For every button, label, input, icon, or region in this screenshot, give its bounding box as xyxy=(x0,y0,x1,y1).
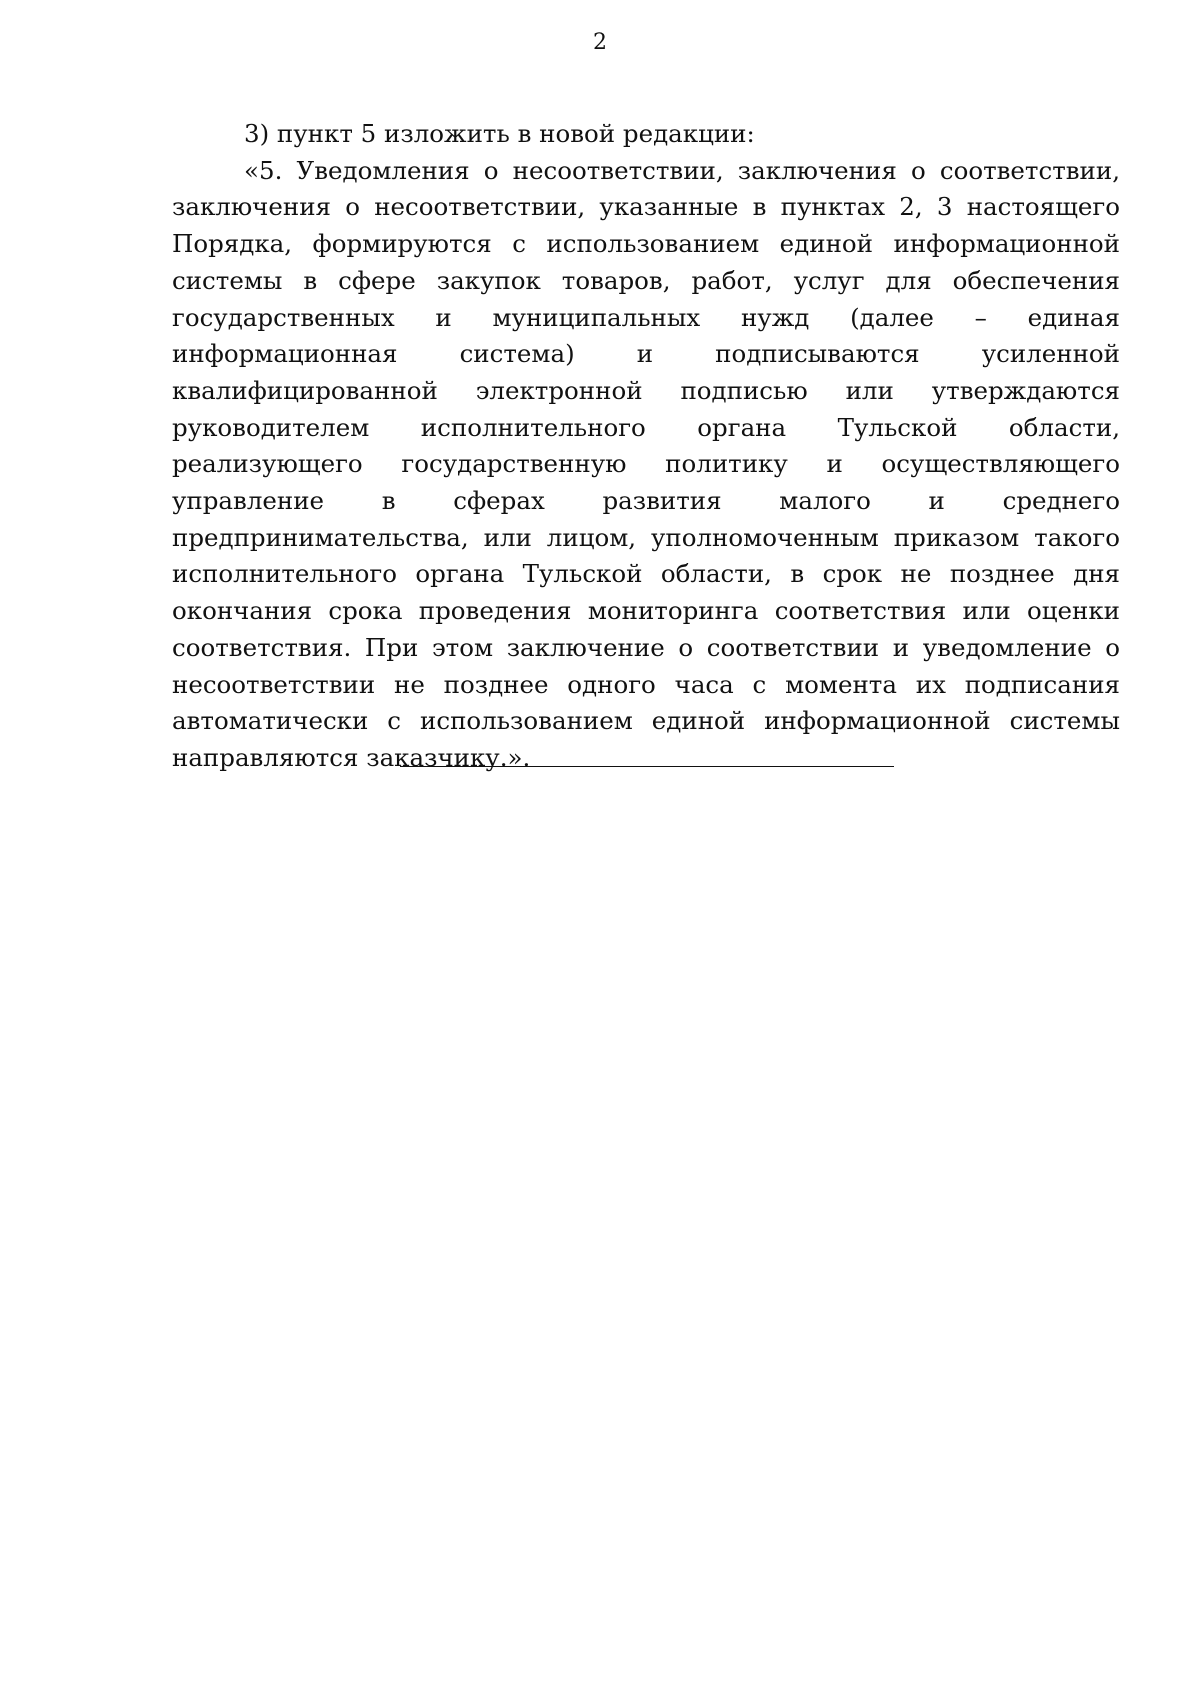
closing-divider-line xyxy=(400,766,894,767)
document-body xyxy=(172,116,1120,777)
amendment-text-paragraph: «5. Уведомления о несоответствии, заключения о соответствии, заключения о несоответствии, указанные в пунктах 2, 3 настоящего Порядка, формируются с использованием единой информационной системы в сфере закупок товаров, работ, услуг для обеспечения государственных и муниципальных нужд (далее – единая информационная система) и подписываются усиленной квалифицированной электронной подписью или утверждаются руководителем исполнительного органа Тульской области, реализующего государственную политику и осуществляющего управление в сферах развития малого и среднего предпринимательства, или лицом, уполномоченным приказом такого исполнительного органа Тульской области, в срок не позднее дня окончания срока проведения мониторинга соответствия или оценки соответствия. При этом заключение о соответствии и уведомление о несоответствии не позднее одного часа с момента их подписания автоматически с использованием единой информационной системы направляются заказчику.». xyxy=(172,155,1120,772)
amendment-intro-paragraph: 3) пункт 5 изложить в новой редакции: xyxy=(244,119,755,148)
page-number: 2 xyxy=(593,30,607,55)
